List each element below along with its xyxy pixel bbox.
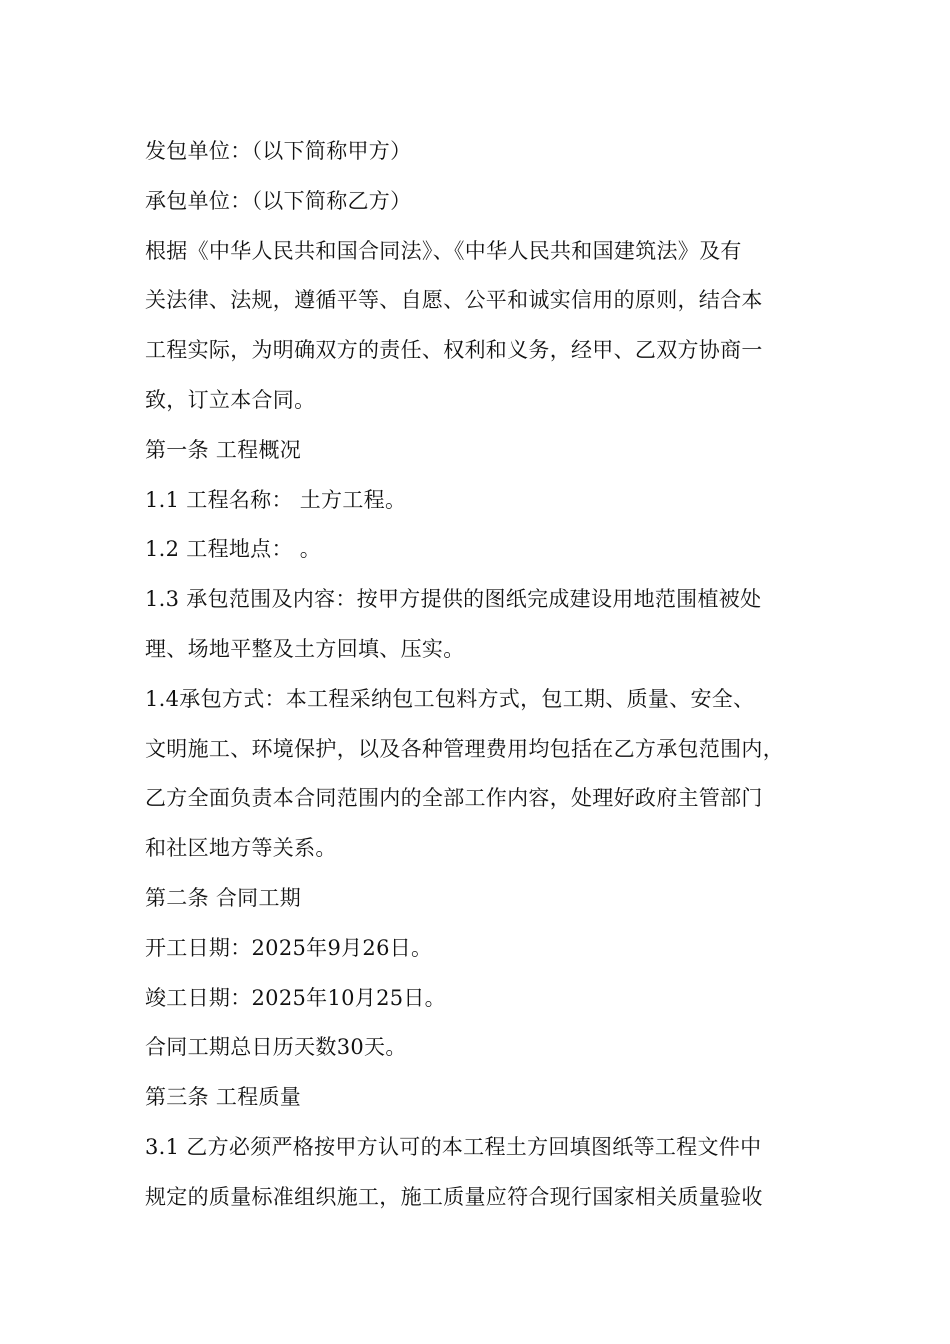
clause-1-4-line-3: 乙方全面负责本合同范围内的全部工作内容，处理好政府主管部门 [145, 786, 763, 811]
preamble-line-4: 致，订立本合同。 [145, 387, 316, 412]
clause-1-4-line-1: 1.4承包方式：本工程采纳包工包料方式，包工期、质量、安全、 [145, 686, 755, 711]
party-b-line: 承包单位：（以下简称乙方） [145, 188, 412, 213]
total-days-line: 合同工期总日历天数30天。 [145, 1035, 407, 1060]
clause-1-2: 1.2 工程地点： 。 [145, 537, 322, 562]
start-date-line: 开工日期：2025年9月26日。 [145, 935, 433, 960]
clause-1-3-line-1: 1.3 承包范围及内容：按甲方提供的图纸完成建设用地范围植被处 [145, 587, 762, 612]
article-2-heading: 第二条 合同工期 [145, 885, 302, 910]
clause-1-1: 1.1 工程名称： 土方工程。 [145, 487, 407, 512]
preamble-line-1: 根据《中华人民共和国合同法》、《中华人民共和国建筑法》及有 [145, 238, 742, 263]
completion-date-line: 竣工日期：2025年10月25日。 [145, 985, 446, 1010]
party-a-line: 发包单位：（以下简称甲方） [145, 139, 412, 163]
clause-1-3-line-2: 理、场地平整及土方回填、压实。 [145, 636, 465, 661]
contract-body [145, 133, 815, 1229]
clause-1-4-line-4: 和社区地方等关系。 [145, 836, 337, 861]
clause-1-4-line-2: 文明施工、环境保护，以及各种管理费用均包括在乙方承包范围内， [145, 736, 784, 761]
article-3-heading: 第三条 工程质量 [145, 1085, 302, 1110]
article-1-heading: 第一条 工程概况 [145, 437, 302, 462]
preamble-line-3: 工程实际，为明确双方的责任、权利和义务，经甲、乙双方协商一 [145, 338, 763, 363]
preamble-line-2: 关法律、法规，遵循平等、自愿、公平和诚实信用的原则，结合本 [145, 288, 763, 313]
clause-3-1-line-1: 3.1 乙方必须严格按甲方认可的本工程土方回填图纸等工程文件中 [145, 1134, 762, 1159]
clause-3-1-line-2: 规定的质量标准组织施工，施工质量应符合现行国家相关质量验收 [145, 1184, 763, 1209]
